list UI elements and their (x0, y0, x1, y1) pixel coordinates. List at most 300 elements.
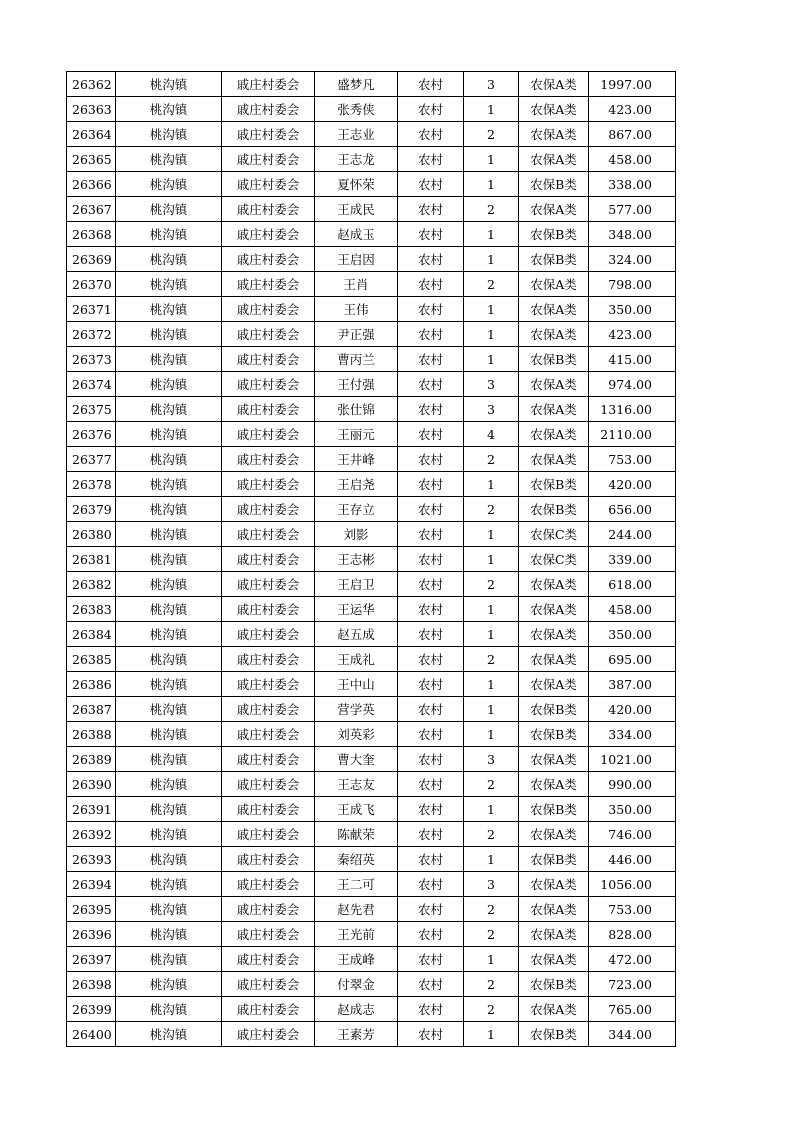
table-row (67, 997, 676, 1022)
area-type-cell: 农村 (398, 947, 464, 972)
table-row (67, 497, 676, 522)
name-cell: 王肖 (315, 272, 398, 297)
name-cell: 赵五成 (315, 622, 398, 647)
name-cell: 曹大奎 (315, 747, 398, 772)
village-cell: 戚庄村委会 (222, 972, 315, 997)
village-cell: 戚庄村委会 (222, 172, 315, 197)
category-cell: 农保B类 (519, 972, 589, 997)
area-type-cell: 农村 (398, 572, 464, 597)
amount-cell: 867.00 (589, 122, 676, 147)
category-cell: 农保A类 (519, 422, 589, 447)
category-cell: 农保C类 (519, 547, 589, 572)
town-cell: 桃沟镇 (116, 247, 222, 272)
name-cell: 王付强 (315, 372, 398, 397)
town-cell: 桃沟镇 (116, 1022, 222, 1047)
amount-cell: 458.00 (589, 597, 676, 622)
record-id: 26394 (67, 872, 116, 897)
name-cell: 张仕锦 (315, 397, 398, 422)
household-count-cell: 2 (464, 122, 519, 147)
household-count-cell: 1 (464, 522, 519, 547)
area-type-cell: 农村 (398, 172, 464, 197)
town-cell: 桃沟镇 (116, 847, 222, 872)
household-count-cell: 1 (464, 947, 519, 972)
household-count-cell: 1 (464, 347, 519, 372)
category-cell: 农保A类 (519, 572, 589, 597)
town-cell: 桃沟镇 (116, 172, 222, 197)
name-cell: 王中山 (315, 672, 398, 697)
table-row (67, 847, 676, 872)
name-cell: 陈献荣 (315, 822, 398, 847)
category-cell: 农保A类 (519, 647, 589, 672)
area-type-cell: 农村 (398, 147, 464, 172)
table-row (67, 822, 676, 847)
table-row (67, 922, 676, 947)
town-cell: 桃沟镇 (116, 872, 222, 897)
household-count-cell: 1 (464, 722, 519, 747)
table-row (67, 472, 676, 497)
category-cell: 农保B类 (519, 347, 589, 372)
table-row (67, 772, 676, 797)
category-cell: 农保A类 (519, 322, 589, 347)
town-cell: 桃沟镇 (116, 147, 222, 172)
area-type-cell: 农村 (398, 247, 464, 272)
name-cell: 王成峰 (315, 947, 398, 972)
village-cell: 戚庄村委会 (222, 497, 315, 522)
name-cell: 王成礼 (315, 647, 398, 672)
record-id: 26390 (67, 772, 116, 797)
town-cell: 桃沟镇 (116, 997, 222, 1022)
town-cell: 桃沟镇 (116, 97, 222, 122)
village-cell: 戚庄村委会 (222, 422, 315, 447)
village-cell: 戚庄村委会 (222, 747, 315, 772)
name-cell: 付翠金 (315, 972, 398, 997)
amount-cell: 798.00 (589, 272, 676, 297)
village-cell: 戚庄村委会 (222, 547, 315, 572)
table-row (67, 272, 676, 297)
record-id: 26382 (67, 572, 116, 597)
amount-cell: 974.00 (589, 372, 676, 397)
record-id: 26395 (67, 897, 116, 922)
category-cell: 农保A类 (519, 72, 589, 97)
amount-cell: 348.00 (589, 222, 676, 247)
household-count-cell: 2 (464, 997, 519, 1022)
record-id: 26368 (67, 222, 116, 247)
area-type-cell: 农村 (398, 847, 464, 872)
village-cell: 戚庄村委会 (222, 872, 315, 897)
name-cell: 王启因 (315, 247, 398, 272)
area-type-cell: 农村 (398, 797, 464, 822)
name-cell: 王成民 (315, 197, 398, 222)
name-cell: 张秀侠 (315, 97, 398, 122)
household-count-cell: 1 (464, 247, 519, 272)
village-cell: 戚庄村委会 (222, 197, 315, 222)
category-cell: 农保B类 (519, 472, 589, 497)
amount-cell: 350.00 (589, 297, 676, 322)
category-cell: 农保A类 (519, 922, 589, 947)
table-row (67, 872, 676, 897)
household-count-cell: 1 (464, 297, 519, 322)
name-cell: 王志龙 (315, 147, 398, 172)
town-cell: 桃沟镇 (116, 597, 222, 622)
category-cell: 农保A类 (519, 372, 589, 397)
record-id: 26377 (67, 447, 116, 472)
table-row (67, 197, 676, 222)
village-cell: 戚庄村委会 (222, 297, 315, 322)
amount-cell: 244.00 (589, 522, 676, 547)
area-type-cell: 农村 (398, 547, 464, 572)
town-cell: 桃沟镇 (116, 422, 222, 447)
category-cell: 农保A类 (519, 822, 589, 847)
name-cell: 王伟 (315, 297, 398, 322)
table-row (67, 422, 676, 447)
name-cell: 王运华 (315, 597, 398, 622)
record-id: 26379 (67, 497, 116, 522)
amount-cell: 656.00 (589, 497, 676, 522)
record-id: 26364 (67, 122, 116, 147)
name-cell: 王成飞 (315, 797, 398, 822)
household-count-cell: 2 (464, 772, 519, 797)
name-cell: 盛梦凡 (315, 72, 398, 97)
town-cell: 桃沟镇 (116, 922, 222, 947)
table-row (67, 522, 676, 547)
village-cell: 戚庄村委会 (222, 947, 315, 972)
table-row (67, 972, 676, 997)
town-cell: 桃沟镇 (116, 797, 222, 822)
category-cell: 农保B类 (519, 497, 589, 522)
category-cell: 农保A类 (519, 997, 589, 1022)
category-cell: 农保B类 (519, 797, 589, 822)
household-count-cell: 1 (464, 697, 519, 722)
name-cell: 赵先君 (315, 897, 398, 922)
village-cell: 戚庄村委会 (222, 1022, 315, 1047)
area-type-cell: 农村 (398, 197, 464, 222)
amount-cell: 577.00 (589, 197, 676, 222)
category-cell: 农保A类 (519, 897, 589, 922)
area-type-cell: 农村 (398, 422, 464, 447)
name-cell: 王启尧 (315, 472, 398, 497)
area-type-cell: 农村 (398, 222, 464, 247)
amount-cell: 990.00 (589, 772, 676, 797)
amount-cell: 1056.00 (589, 872, 676, 897)
amount-cell: 350.00 (589, 797, 676, 822)
record-id: 26385 (67, 647, 116, 672)
name-cell: 赵成志 (315, 997, 398, 1022)
table-row (67, 597, 676, 622)
household-count-cell: 2 (464, 197, 519, 222)
area-type-cell: 农村 (398, 722, 464, 747)
category-cell: 农保C类 (519, 522, 589, 547)
table-row (67, 947, 676, 972)
area-type-cell: 农村 (398, 822, 464, 847)
village-cell: 戚庄村委会 (222, 272, 315, 297)
village-cell: 戚庄村委会 (222, 822, 315, 847)
table-row (67, 97, 676, 122)
name-cell: 尹正强 (315, 322, 398, 347)
village-cell: 戚庄村委会 (222, 697, 315, 722)
table-row (67, 797, 676, 822)
village-cell: 戚庄村委会 (222, 897, 315, 922)
record-id: 26383 (67, 597, 116, 622)
table-row (67, 172, 676, 197)
category-cell: 农保A类 (519, 622, 589, 647)
category-cell: 农保A类 (519, 947, 589, 972)
area-type-cell: 农村 (398, 122, 464, 147)
name-cell: 王志彬 (315, 547, 398, 572)
table-row (67, 72, 676, 97)
town-cell: 桃沟镇 (116, 522, 222, 547)
record-id: 26362 (67, 72, 116, 97)
category-cell: 农保B类 (519, 1022, 589, 1047)
area-type-cell: 农村 (398, 97, 464, 122)
amount-cell: 415.00 (589, 347, 676, 372)
household-count-cell: 1 (464, 672, 519, 697)
category-cell: 农保A类 (519, 447, 589, 472)
table-row (67, 672, 676, 697)
household-count-cell: 1 (464, 597, 519, 622)
household-count-cell: 1 (464, 622, 519, 647)
household-count-cell: 3 (464, 372, 519, 397)
amount-cell: 423.00 (589, 97, 676, 122)
town-cell: 桃沟镇 (116, 647, 222, 672)
category-cell: 农保A类 (519, 397, 589, 422)
name-cell: 王井峰 (315, 447, 398, 472)
record-id: 26386 (67, 672, 116, 697)
amount-cell: 458.00 (589, 147, 676, 172)
town-cell: 桃沟镇 (116, 772, 222, 797)
household-count-cell: 2 (464, 272, 519, 297)
category-cell: 农保A类 (519, 872, 589, 897)
table-row (67, 297, 676, 322)
record-id: 26369 (67, 247, 116, 272)
area-type-cell: 农村 (398, 447, 464, 472)
village-cell: 戚庄村委会 (222, 222, 315, 247)
town-cell: 桃沟镇 (116, 72, 222, 97)
area-type-cell: 农村 (398, 647, 464, 672)
record-id: 26381 (67, 547, 116, 572)
record-id: 26393 (67, 847, 116, 872)
village-cell: 戚庄村委会 (222, 597, 315, 622)
area-type-cell: 农村 (398, 1022, 464, 1047)
amount-cell: 334.00 (589, 722, 676, 747)
town-cell: 桃沟镇 (116, 122, 222, 147)
name-cell: 王志友 (315, 772, 398, 797)
name-cell: 王二可 (315, 872, 398, 897)
town-cell: 桃沟镇 (116, 297, 222, 322)
amount-cell: 828.00 (589, 922, 676, 947)
name-cell: 王存立 (315, 497, 398, 522)
amount-cell: 472.00 (589, 947, 676, 972)
village-cell: 戚庄村委会 (222, 97, 315, 122)
amount-cell: 695.00 (589, 647, 676, 672)
household-count-cell: 3 (464, 397, 519, 422)
record-id: 26384 (67, 622, 116, 647)
village-cell: 戚庄村委会 (222, 147, 315, 172)
amount-cell: 446.00 (589, 847, 676, 872)
category-cell: 农保A类 (519, 197, 589, 222)
amount-cell: 753.00 (589, 447, 676, 472)
area-type-cell: 农村 (398, 297, 464, 322)
amount-cell: 618.00 (589, 572, 676, 597)
town-cell: 桃沟镇 (116, 222, 222, 247)
village-cell: 戚庄村委会 (222, 447, 315, 472)
town-cell: 桃沟镇 (116, 947, 222, 972)
amount-cell: 420.00 (589, 697, 676, 722)
area-type-cell: 农村 (398, 897, 464, 922)
amount-cell: 423.00 (589, 322, 676, 347)
name-cell: 刘英彩 (315, 722, 398, 747)
name-cell: 王启卫 (315, 572, 398, 597)
record-id: 26396 (67, 922, 116, 947)
record-id: 26375 (67, 397, 116, 422)
amount-cell: 746.00 (589, 822, 676, 847)
name-cell: 王志业 (315, 122, 398, 147)
town-cell: 桃沟镇 (116, 272, 222, 297)
village-cell: 戚庄村委会 (222, 622, 315, 647)
household-count-cell: 1 (464, 147, 519, 172)
village-cell: 戚庄村委会 (222, 522, 315, 547)
area-type-cell: 农村 (398, 972, 464, 997)
table-row (67, 1022, 676, 1047)
record-id: 26389 (67, 747, 116, 772)
amount-cell: 339.00 (589, 547, 676, 572)
name-cell: 秦绍英 (315, 847, 398, 872)
village-cell: 戚庄村委会 (222, 922, 315, 947)
area-type-cell: 农村 (398, 772, 464, 797)
village-cell: 戚庄村委会 (222, 72, 315, 97)
category-cell: 农保A类 (519, 122, 589, 147)
record-id: 26365 (67, 147, 116, 172)
amount-cell: 1997.00 (589, 72, 676, 97)
village-cell: 戚庄村委会 (222, 122, 315, 147)
household-count-cell: 4 (464, 422, 519, 447)
name-cell: 王光前 (315, 922, 398, 947)
area-type-cell: 农村 (398, 522, 464, 547)
area-type-cell: 农村 (398, 697, 464, 722)
table-row (67, 747, 676, 772)
record-id: 26397 (67, 947, 116, 972)
category-cell: 农保A类 (519, 772, 589, 797)
village-cell: 戚庄村委会 (222, 572, 315, 597)
amount-cell: 338.00 (589, 172, 676, 197)
table-row (67, 397, 676, 422)
category-cell: 农保A类 (519, 272, 589, 297)
area-type-cell: 农村 (398, 347, 464, 372)
household-count-cell: 1 (464, 322, 519, 347)
household-count-cell: 2 (464, 972, 519, 997)
category-cell: 农保A类 (519, 672, 589, 697)
category-cell: 农保A类 (519, 147, 589, 172)
table-row (67, 122, 676, 147)
table-row (67, 572, 676, 597)
table-row (67, 622, 676, 647)
area-type-cell: 农村 (398, 747, 464, 772)
category-cell: 农保A类 (519, 97, 589, 122)
amount-cell: 344.00 (589, 1022, 676, 1047)
record-id: 26398 (67, 972, 116, 997)
household-count-cell: 1 (464, 222, 519, 247)
town-cell: 桃沟镇 (116, 897, 222, 922)
household-count-cell: 2 (464, 822, 519, 847)
table-row (67, 372, 676, 397)
area-type-cell: 农村 (398, 597, 464, 622)
village-cell: 戚庄村委会 (222, 672, 315, 697)
area-type-cell: 农村 (398, 72, 464, 97)
household-count-cell: 1 (464, 472, 519, 497)
town-cell: 桃沟镇 (116, 722, 222, 747)
household-count-cell: 1 (464, 547, 519, 572)
village-cell: 戚庄村委会 (222, 722, 315, 747)
village-cell: 戚庄村委会 (222, 997, 315, 1022)
category-cell: 农保B类 (519, 222, 589, 247)
area-type-cell: 农村 (398, 672, 464, 697)
name-cell: 赵成玉 (315, 222, 398, 247)
table-row (67, 647, 676, 672)
table-row (67, 347, 676, 372)
record-id: 26378 (67, 472, 116, 497)
table-row (67, 247, 676, 272)
village-cell: 戚庄村委会 (222, 797, 315, 822)
area-type-cell: 农村 (398, 397, 464, 422)
household-count-cell: 1 (464, 1022, 519, 1047)
area-type-cell: 农村 (398, 997, 464, 1022)
name-cell: 王丽元 (315, 422, 398, 447)
village-cell: 戚庄村委会 (222, 472, 315, 497)
records-table (66, 71, 676, 1047)
record-id: 26399 (67, 997, 116, 1022)
category-cell: 农保B类 (519, 172, 589, 197)
town-cell: 桃沟镇 (116, 547, 222, 572)
village-cell: 戚庄村委会 (222, 247, 315, 272)
table-row (67, 222, 676, 247)
amount-cell: 753.00 (589, 897, 676, 922)
category-cell: 农保B类 (519, 722, 589, 747)
table-row (67, 547, 676, 572)
table-body (67, 72, 676, 1047)
town-cell: 桃沟镇 (116, 472, 222, 497)
village-cell: 戚庄村委会 (222, 847, 315, 872)
village-cell: 戚庄村委会 (222, 397, 315, 422)
household-count-cell: 3 (464, 872, 519, 897)
name-cell: 刘影 (315, 522, 398, 547)
record-id: 26376 (67, 422, 116, 447)
household-count-cell: 2 (464, 647, 519, 672)
village-cell: 戚庄村委会 (222, 647, 315, 672)
name-cell: 曹丙兰 (315, 347, 398, 372)
record-id: 26387 (67, 697, 116, 722)
record-id: 26372 (67, 322, 116, 347)
record-id: 26366 (67, 172, 116, 197)
town-cell: 桃沟镇 (116, 972, 222, 997)
table-row (67, 897, 676, 922)
record-id: 26374 (67, 372, 116, 397)
category-cell: 农保B类 (519, 697, 589, 722)
town-cell: 桃沟镇 (116, 672, 222, 697)
record-id: 26373 (67, 347, 116, 372)
area-type-cell: 农村 (398, 272, 464, 297)
amount-cell: 2110.00 (589, 422, 676, 447)
amount-cell: 387.00 (589, 672, 676, 697)
town-cell: 桃沟镇 (116, 822, 222, 847)
household-count-cell: 3 (464, 747, 519, 772)
record-id: 26400 (67, 1022, 116, 1047)
town-cell: 桃沟镇 (116, 347, 222, 372)
area-type-cell: 农村 (398, 472, 464, 497)
town-cell: 桃沟镇 (116, 397, 222, 422)
town-cell: 桃沟镇 (116, 497, 222, 522)
record-id: 26392 (67, 822, 116, 847)
name-cell: 王素芳 (315, 1022, 398, 1047)
area-type-cell: 农村 (398, 872, 464, 897)
